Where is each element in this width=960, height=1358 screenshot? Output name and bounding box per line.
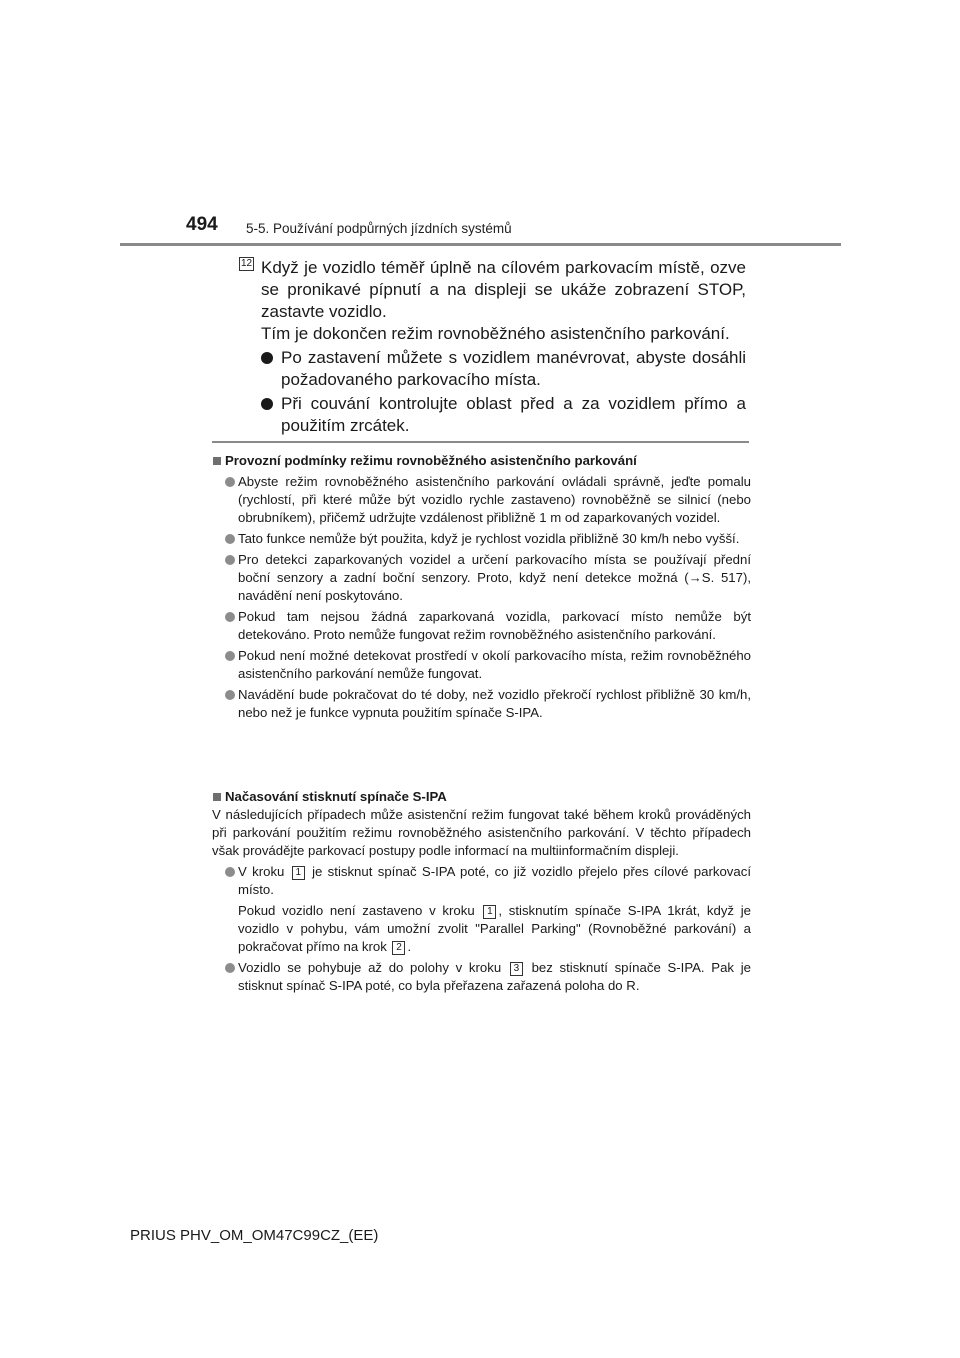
note-intro: V následujících případech může asistenční režim fungovat také během kroků prováděných při parkování použitím režimu rovnoběžného asistenčního parkování. V těchto případech však provádějte parkovací postupy podle informací na multiinformačním displeji. <box>212 807 751 858</box>
step-ref-badge: 2 <box>392 941 405 955</box>
step-bullet: Po zastavení můžete s vozidlem manévrovat, abyste dosáhli požadovaného parkovacího místa. <box>261 347 746 391</box>
note-item: Tato funkce nemůže být použita, když je rychlost vozidla přibližně 30 km/h nebo vyšší. <box>212 530 751 548</box>
step-ref-badge: 1 <box>292 866 305 880</box>
note-heading: Provozní podmínky režimu rovnoběžného asistenčního parkování <box>212 452 751 470</box>
note-item: Pokud není možné detekovat prostředí v okolí parkovacího místa, režim rovnoběžného asistenčního parkování nemůže fungovat. <box>212 647 751 683</box>
note-item: Pokud tam nejsou žádná zaparkovaná vozidla, parkovací místo nemůže být detekováno. Proto nemůže fungovat režim rovnoběžného asistenčního parkování. <box>212 608 751 644</box>
step-bullet: Při couvání kontrolujte oblast před a za vozidlem přímo a použitím zrcátek. <box>261 393 746 437</box>
note-item: Vozidlo se pohybuje až do polohy v kroku 3 bez stisknutí spínače S-IPA. Pak je stisknut spínač S-IPA poté, co byla přeřazena zařazená poloha do R. <box>212 959 751 995</box>
page-number: 494 <box>186 214 218 235</box>
step-number-badge: 12 <box>241 258 253 269</box>
note-item: Navádění bude pokračovat do té doby, než vozidlo překročí rychlost přibližně 30 km/h, nebo než je funkce vypnuta použitím spínače S-IPA. <box>212 686 751 722</box>
step-paragraph: Tím je dokončen režim rovnoběžného asistenčního parkování. <box>261 324 730 343</box>
step-paragraph: Když je vozidlo téměř úplně na cílovém parkovacím místě, ozve se pronikavé pípnutí a na displeji se ukáže zobrazení STOP, zastavte vozidlo. <box>261 258 746 321</box>
note-subparagraph: Pokud vozidlo není zastaveno v kroku 1 , stisknutím spínače S-IPA 1krát, když je vozidlo v pohybu, vám umožní zvolit "Parallel Parking" (Rovnoběžné parkování) a pokračovat přímo na krok 2 . <box>238 903 751 954</box>
step-ref-badge: 3 <box>510 962 523 976</box>
section-divider <box>212 441 749 443</box>
step-ref-badge: 1 <box>483 905 496 919</box>
notes-switch-timing <box>212 788 751 995</box>
document-code-footer: PRIUS PHV_OM_OM47C99CZ_(EE) <box>130 1227 379 1244</box>
note-item: Pro detekci zaparkovaných vozidel a určení parkovacího místa se používají přední boční senzory a zadní boční senzory. Proto, když není detekce možná (→S. 517), navádění není poskytováno. <box>212 551 751 605</box>
header-divider <box>120 243 841 246</box>
note-item: V kroku 1 je stisknut spínač S-IPA poté, co již vozidlo přejelo přes cílové parkovací místo. <box>212 863 751 899</box>
note-heading: Načasování stisknutí spínače S-IPA <box>212 788 751 806</box>
step-text <box>261 257 746 437</box>
note-item: Abyste režim rovnoběžného asistenčního parkování ovládali správně, jeďte pomalu (rychlostí, při které může být vozidlo rychle zastaveno) rovnoběžně se silnicí (nebo obrubníkem), přičemž udržujte vzdálenost přibližně 1 m od zaparkovaných vozidel. <box>212 473 751 527</box>
notes-operating-conditions <box>212 452 751 722</box>
section-title: 5-5. Používání podpůrných jízdních systémů <box>246 221 512 236</box>
